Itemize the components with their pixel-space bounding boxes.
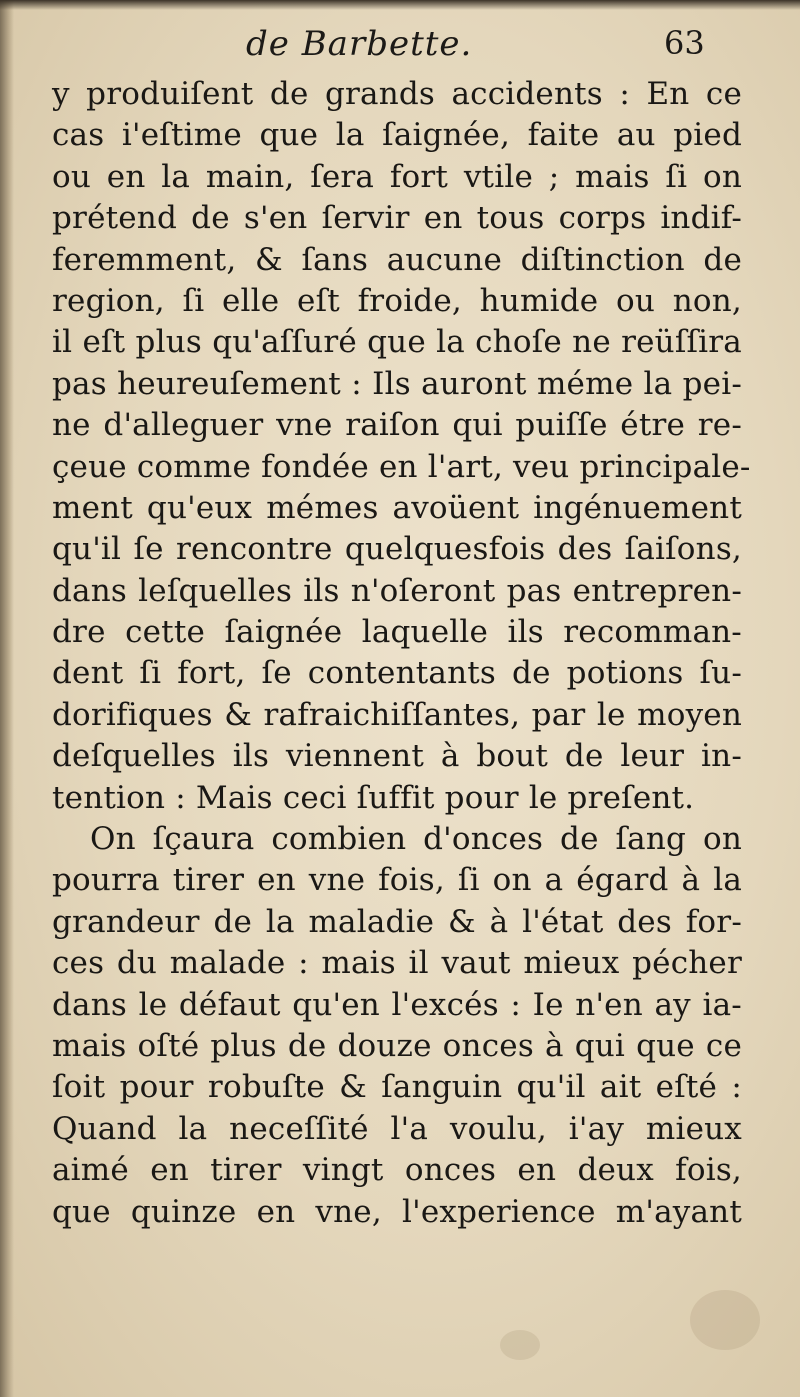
text-line: ou en la main, ſera fort vtile ; mais ſi on: [52, 158, 742, 195]
text-line: ces du malade : mais il vaut mieux pécher: [52, 945, 742, 982]
text-line: dre cette ſaignée laquelle ils recomman-: [52, 614, 742, 651]
text-line: prétend de s'en ſervir en tous corps indif-: [52, 200, 742, 237]
text-line: dans le défaut qu'en l'excés : Ie n'en ay ia-: [52, 986, 742, 1023]
text-line: dent ſi fort, ſe contentants de potions ſu-: [52, 655, 742, 692]
page-number: 63: [664, 24, 705, 62]
page-header: [0, 18, 800, 74]
text-line: dans leſquelles ils n'oſeront pas entrepren-: [52, 572, 742, 609]
text-line: qu'il ſe rencontre quelquesfois des ſaiſons,: [52, 531, 742, 568]
text-line: dorifiques & rafraichiſſantes, par le moyen: [52, 696, 742, 733]
text-line: On ſçaura combien d'onces de ſang on: [90, 821, 742, 858]
text-line: feremment, & ſans aucune diſtinction de: [52, 241, 742, 278]
text-line: Quand la neceſſité l'a voulu, i'ay mieux: [52, 1110, 742, 1147]
text-line: ment qu'eux mémes avoüent ingénuement: [52, 489, 742, 526]
running-head: de Barbette.: [246, 24, 473, 64]
text-line: cas i'eſtime que la ſaignée, faite au pied: [52, 117, 742, 154]
text-line: pourra tirer en vne fois, ſi on a égard à la: [52, 862, 742, 899]
text-line: ne d'alleguer vne raiſon qui puiſſe étre re-: [52, 407, 742, 444]
text-line: tention : Mais ceci ſuffit pour le preſent.: [52, 779, 695, 816]
text-line: que quinze en vne, l'experience m'ayant: [52, 1193, 742, 1230]
paper-stain: [690, 1290, 760, 1350]
text-line: il eſt plus qu'aſſuré que la choſe ne reüſſira: [52, 324, 742, 361]
text-line: grandeur de la maladie & à l'état des for-: [52, 903, 742, 940]
binding-shadow: [0, 0, 14, 1397]
text-line: deſquelles ils viennent à bout de leur in-: [52, 738, 742, 775]
text-line: aimé en tirer vingt onces en deux fois,: [52, 1152, 742, 1189]
page-top-edge: [0, 0, 800, 10]
text-line: ſoit pour robuſte & ſanguin qu'il ait eſté :: [52, 1069, 742, 1106]
text-line: çeue comme fondée en l'art, veu principale-: [52, 448, 751, 485]
body-text: [52, 74, 751, 1233]
paper-stain: [500, 1330, 540, 1360]
text-line: y produiſent de grands accidents : En ce: [52, 76, 742, 112]
text-line: region, ſi elle eſt froide, humide ou non,: [52, 282, 742, 319]
text-line: mais oſté plus de douze onces à qui que ce: [52, 1027, 742, 1064]
text-line: pas heureuſement : Ils auront méme la pei-: [52, 365, 742, 402]
